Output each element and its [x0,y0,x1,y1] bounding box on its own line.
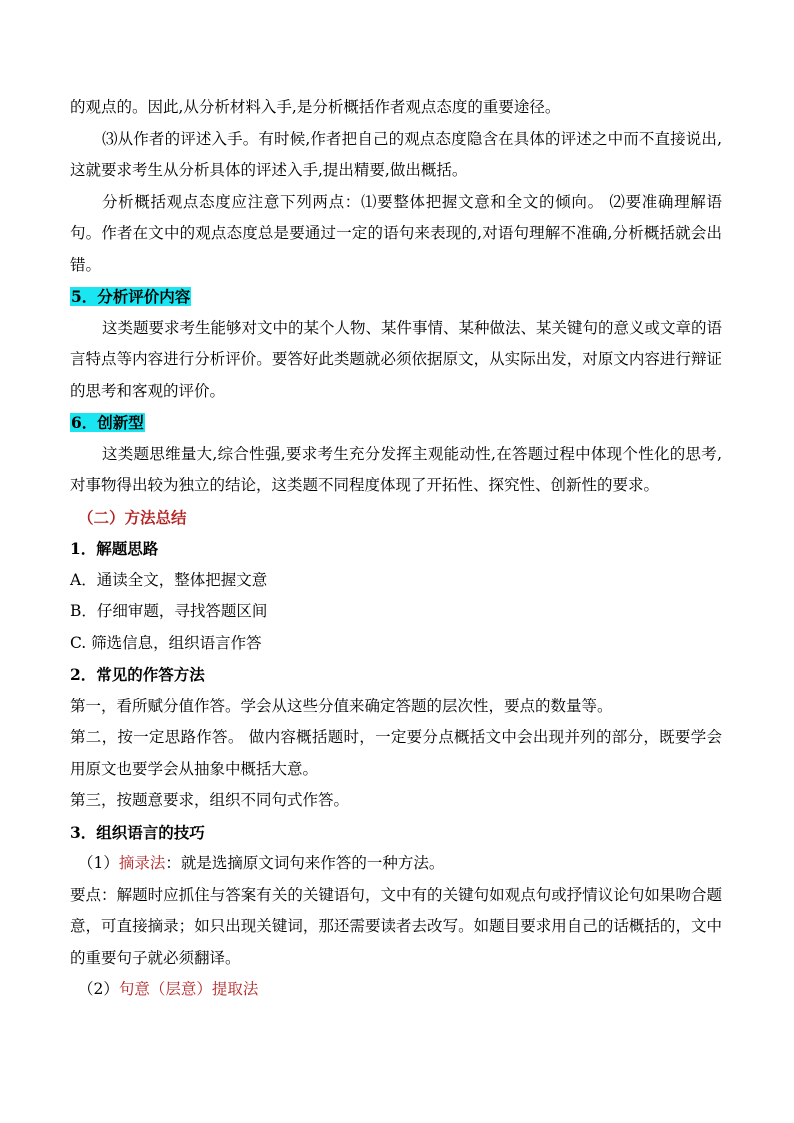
section-method-summary: （二）方法总结 [78,507,187,527]
paragraph-innovative: 这类题思维量大,综合性强,要求考生充分发挥主观能动性,在答题过程中体现个性化的思考,对事物得出较为独立的结论，这类题不同程度体现了开拓性、探究性、创新性的要求。 [70,444,722,494]
heading-language-skills: 3．组织语言的技巧 [70,822,205,842]
technique-excerpt [70,848,722,880]
heading-highlight: 6．创新型 [71,413,144,432]
paragraph-two-points: 分析概括观点态度应注意下列两点：⑴要整体把握文意和全文的倾向。 ⑵要准确理解语句。作者在文中的观点态度总是要通过一定的语句来表现的,对语句理解不准确,分析概括就会出错。 [70,192,722,274]
technique-number: （2） [78,980,119,998]
paragraph-analyze-evaluate: 这类题要求考生能够对文中的某个人物、某件事情、某种做法、某关键句的意义或文章的语言特点等内容进行分析评价。要答好此类题就必须依据原文，从实际出发，对原文内容进行辩证的思考和客观的评价。 [70,318,723,400]
method-third: 第三，按题意要求，组织不同句式作答。 [70,791,350,809]
technique-number: （1） [78,854,119,872]
method-second: 第二，按一定思路作答。 做内容概括题时，一定要分点概括文中会出现并列的部分，既要学会用原文也要学会从抽象中概括大意。 [70,728,722,778]
list-item-c: C. 筛选信息，组织语言作答 [70,633,262,652]
technique-extraction [70,974,722,1006]
technique-name: 句意（层意）提取法 [118,980,259,998]
heading-analyze-evaluate [70,281,722,313]
heading-answer-methods: 2．常见的作答方法 [70,665,205,684]
document-page [70,92,722,1006]
list-item-a: A．通读全文，整体把握文意 [70,570,268,589]
heading-solving-approach: 1．解题思路 [70,539,159,558]
technique-name: 摘录法 [118,854,166,872]
paragraph-material: 的观点的。因此,从分析材料入手,是分析概括作者观点态度的重要途径。 [70,98,561,116]
list-item-b: B．仔细审题，寻找答题区间 [70,602,268,620]
paragraph-keypoint: 要点：解题时应抓住与答案有关的关键语句，文中有的关键句如观点句或抒情议论句如果吻合题意，可直接摘录；如只出现关键词，那还需要读者去改写。如题目要求用自己的话概括的，文中的重要句子就必须翻译。 [70,885,722,967]
heading-highlight: 5．分析评价内容 [71,287,191,306]
method-first: 第一，看所赋分值作答。学会从这些分值来确定答题的层次性，要点的数量等。 [70,696,613,715]
heading-innovative [70,407,722,439]
paragraph-commentary: ⑶从作者的评述入手。有时候,作者把自己的观点态度隐含在具体的评述之中而不直接说出,这就要求考生从分析具体的评述入手,提出精要,做出概括。 [70,129,722,179]
technique-description: ：就是选摘原文词句来作答的一种方法。 [165,854,445,872]
